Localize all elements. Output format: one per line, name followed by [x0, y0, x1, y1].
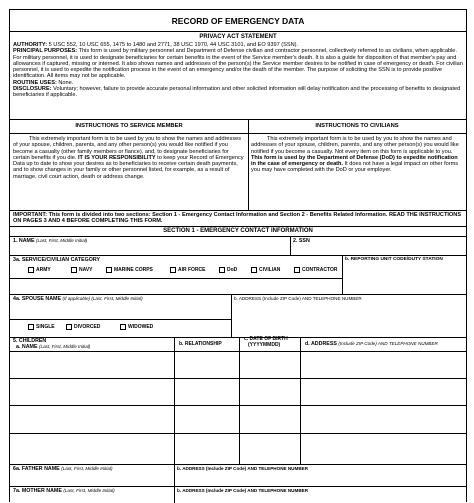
mother-hint: (Last, First, Middle Initial) [63, 488, 115, 493]
authority-label: AUTHORITY: [13, 42, 48, 48]
emergency-data-form [9, 9, 467, 502]
air-force-checkbox[interactable] [170, 267, 176, 273]
divider [10, 31, 466, 32]
father-address-input[interactable] [176, 473, 464, 485]
civilian-text-2: This form is used by the Department of Defense (DoD) to expedite notification in the case of emergency or death. [251, 154, 458, 168]
single-option: SINGLE [36, 324, 55, 330]
ssn-label: 2. SSN [293, 238, 310, 244]
service-instructions-heading: INSTRUCTIONS TO SERVICE MEMBER [75, 123, 183, 129]
single-checkbox[interactable] [28, 324, 34, 330]
civilian-instructions-heading: INSTRUCTIONS TO CIVILIANS [315, 123, 399, 129]
father-hint: (Last, First, Middle Initial) [61, 466, 113, 471]
navy-checkbox[interactable] [71, 267, 77, 273]
navy-option: NAVY [79, 267, 93, 273]
unit-input[interactable] [344, 265, 464, 293]
spouse-address-label: b. ADDRESS (Include ZIP Code) AND TELEPHONE NUMBER [234, 296, 362, 301]
father-address-label: b. ADDRESS (Include ZIP Code) AND TELEPHONE NUMBER [177, 466, 309, 471]
divider [10, 133, 466, 134]
principal-label: PRINCIPAL PURPOSES: [13, 48, 78, 55]
privacy-body [13, 42, 463, 99]
routine-label: ROUTINE USES: [13, 79, 57, 86]
civilian-text-1: This extremely important form is to be used by you to show the names and addresses of your spouse, children, parents, and any other person(s) you would like notified if you become a casualty. Not every item on this form is applicable to you. [251, 136, 459, 155]
service-instructions-text [13, 136, 245, 180]
air-force-option: AIR FORCE [178, 267, 206, 273]
service-text-1: This extremely important form is to be used by you to show the names and addresses of your spouse, children, parents, and any other person(s) you would like notified if you become a casualty (other family members or fiance), and, to designate beneficiaries for certain benefits if you die. [13, 136, 242, 161]
divider [10, 294, 466, 295]
divider [10, 464, 466, 465]
contractor-option: CONTRACTOR [302, 267, 338, 273]
disclosure-text: Voluntary; however, failure to provide accurate personal information and other solicited information will delay notification and the processing of benefits to designated beneficiaries if applicable. [13, 86, 461, 99]
children-name-label [16, 344, 90, 350]
widowed-option: WIDOWED [128, 324, 154, 330]
service-text-3: to keep your Record of Emergency Data up to date to show your desires as to beneficiaries to receive certain death payments, and to show changes in your family or other personnel listed, for example, as a result of marriage, civil court action, death or address change. [13, 154, 244, 180]
important-notice: IMPORTANT: This form is divided into two sections: Section 1 - Emergency Contact Information and Section 2 - Benefits Related Information. READ THE INSTRUCTIONS ON PAGES 3 AND 4 BEFORE COMPLETING THIS FORM. [13, 212, 462, 225]
divider [231, 294, 232, 337]
spouse-hint: (If applicable) (Last, First, Middle Initial) [62, 296, 143, 301]
dob-hint: (YYYYMMDD) [248, 341, 281, 348]
contractor-checkbox[interactable] [294, 267, 300, 273]
name-hint: (Last, First, Middle Initial) [35, 238, 88, 243]
army-option: ARMY [36, 267, 51, 273]
service-text-2: IT IS YOUR RESPONSIBILITY [78, 154, 156, 161]
civilian-text-3: It does not have a legal impact on other forms you may have completed with the DoD or your employer. [251, 161, 459, 174]
father-name-input[interactable] [11, 473, 173, 485]
dob-label: c. DATE OF BIRTH [244, 336, 288, 342]
divider [10, 210, 466, 211]
divider [10, 486, 466, 487]
spouse-address-input[interactable] [233, 303, 464, 336]
divider [10, 278, 342, 279]
civilian-instructions-text [251, 136, 464, 174]
mother-label [13, 488, 115, 494]
disclosure-paragraph [13, 86, 463, 99]
routine-text: None. [58, 79, 74, 86]
dob-label-block [244, 337, 288, 348]
dod-checkbox[interactable] [219, 267, 225, 273]
divider [10, 319, 231, 320]
spouse-name-input[interactable] [11, 303, 229, 318]
principal-paragraph [13, 48, 463, 79]
children-address-label-text: d. ADDRESS [305, 341, 337, 347]
divider [10, 337, 466, 338]
unit-label: b. REPORTING UNIT CODE/DUTY STATION [345, 257, 443, 262]
child-row-2[interactable] [10, 379, 466, 404]
name-label [13, 238, 87, 244]
marine-corps-option: MARINE CORPS [114, 267, 153, 273]
children-name-label-text: a. NAME [16, 344, 38, 350]
divider [342, 255, 343, 294]
civilian-checkbox[interactable] [251, 267, 257, 273]
army-checkbox[interactable] [28, 267, 34, 273]
children-label: 5. CHILDREN [13, 338, 47, 344]
divider [290, 236, 291, 255]
children-address-label [305, 341, 438, 347]
divider [10, 119, 466, 120]
children-name-hint: (Last, First, Middle Initial) [38, 344, 91, 349]
principal-text: This form is used by military personnel and Department of Defense civilian and contractor personnel, collectively referred to as civilians, when applicable. For military personnel, it is used to designate beneficiaries for certain benefits in the event of the Service member's death. It is also a guide for disposition of that member's pay and allowances if captured, missing or interned. It also shows names and addresses of the person(s) the Service member desires to be notified in case of emergency or death. For civilian personnel, it is used to expedite the notification process in the event of an emergency and/or the death of the member. The purpose of soliciting the SSN is to provide positive identification. All items may not be applicable. [13, 48, 463, 80]
civilian-option: CIVILIAN [259, 267, 281, 273]
mother-label-text: 7a. MOTHER NAME [13, 488, 62, 494]
ssn-input[interactable] [292, 245, 464, 254]
spouse-label-text: 4a. SPOUSE NAME [13, 296, 61, 302]
category-label: 3a. SERVICE/CIVILIAN CATEGORY [13, 257, 101, 263]
section1-heading: SECTION 1 - EMERGENCY CONTACT INFORMATION [163, 228, 313, 234]
mother-address-label: b. ADDRESS (Include ZIP Code) AND TELEPHONE NUMBER [177, 488, 309, 493]
divider [174, 464, 175, 503]
divorced-option: DIVORCED [74, 324, 101, 330]
authority-text: 5 USC 552, 10 USC 655, 1475 to 1480 and 2771, 38 USC 1970, 44 USC 3101, and EO 9397 (SSN). [48, 42, 299, 48]
divorced-checkbox[interactable] [66, 324, 72, 330]
child-row-4[interactable] [10, 434, 466, 463]
form-title: RECORD OF EMERGENCY DATA [171, 16, 305, 26]
dod-option: DoD [227, 267, 238, 273]
child-row-1[interactable] [10, 352, 466, 378]
disclosure-label: DISCLOSURE: [13, 86, 52, 93]
father-label-text: 6a. FATHER NAME [13, 466, 60, 472]
name-input[interactable] [11, 245, 289, 254]
spouse-label [13, 296, 143, 302]
children-address-hint: (Include ZIP Code) AND TELEPHONE NUMBER [338, 341, 438, 346]
name-label-text: 1. NAME [13, 238, 35, 244]
marine-corps-checkbox[interactable] [106, 267, 112, 273]
widowed-checkbox[interactable] [120, 324, 126, 330]
privacy-heading: PRIVACY ACT STATEMENT [199, 34, 277, 40]
child-row-3[interactable] [10, 406, 466, 432]
relationship-label: b. RELATIONSHIP [179, 341, 222, 347]
divider [10, 236, 466, 237]
father-label [13, 466, 113, 472]
divider [10, 255, 466, 256]
divider [10, 226, 466, 227]
